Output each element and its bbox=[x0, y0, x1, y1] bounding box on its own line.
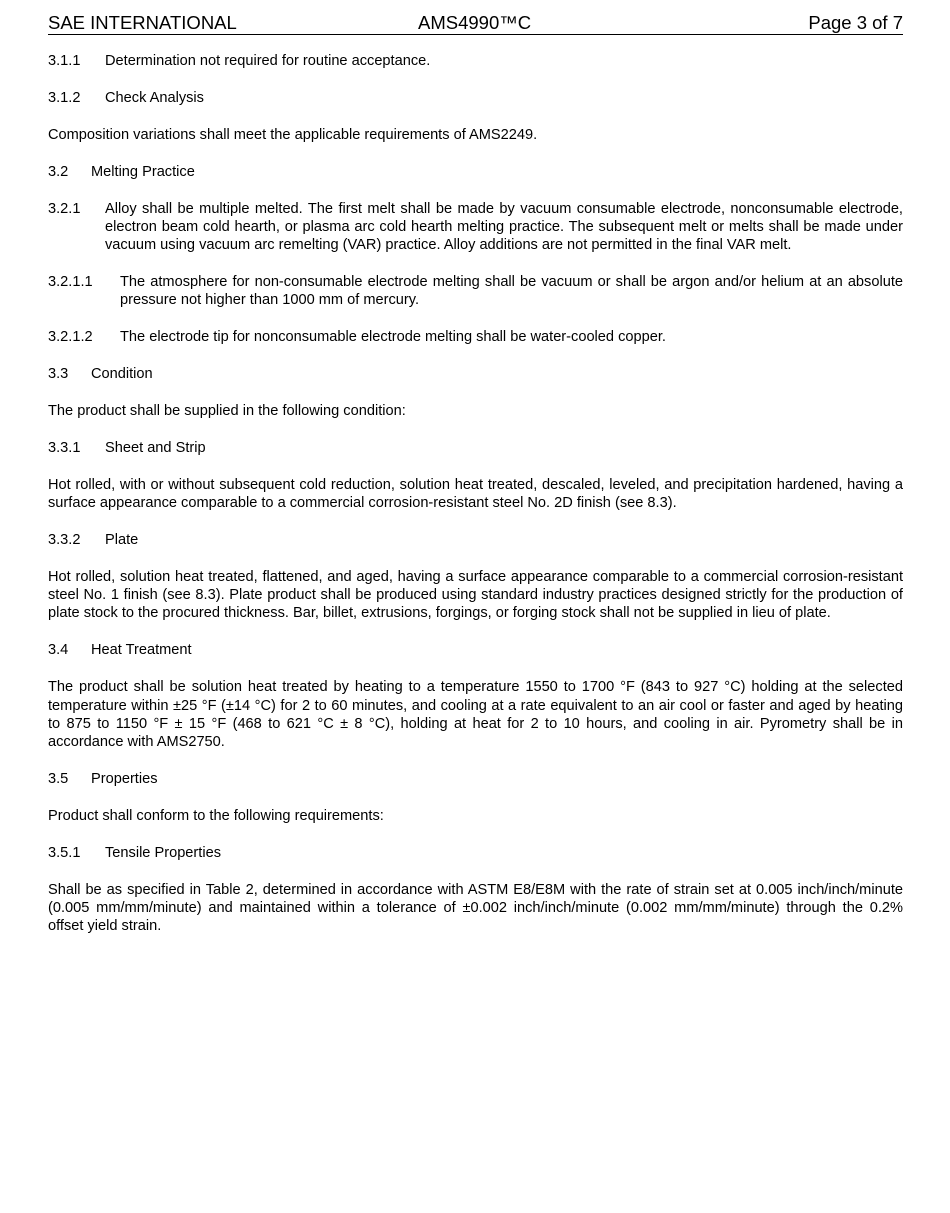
paragraph-properties: Product shall conform to the following requirements: bbox=[48, 807, 384, 824]
section-number: 3.4 bbox=[48, 642, 69, 659]
section-title: Melting Practice bbox=[91, 163, 195, 180]
page-header bbox=[48, 12, 903, 35]
section-title: Condition bbox=[91, 366, 153, 383]
header-document-id: AMS4990™C bbox=[418, 12, 532, 33]
paragraph-heat-treatment: The product shall be solution heat treated by heating to a temperature 1550 to 1700 °F (843 to 927 °C) holding at the selected temperature within ±25 °F (±14 °C) for 2 to 60 minutes, and cooling at a rate equivalent to an air cool or faster and aged by heating to 875 to 1150 °F ± 15 °F (468 to 621 °C ± 8 °C), holding at heat for 2 to 10 hours, and cooling in air. Pyrometry shall be in accordance with AMS2750. bbox=[48, 679, 903, 751]
section-number: 3.2.1.2 bbox=[48, 329, 93, 346]
section-text: The electrode tip for nonconsumable electrode melting shall be water-cooled copper. bbox=[120, 329, 666, 346]
section-3-3-heading bbox=[48, 365, 903, 383]
section-3-2-1-1 bbox=[48, 273, 903, 310]
section-3-1-1 bbox=[48, 52, 903, 70]
section-number: 3.5 bbox=[48, 771, 69, 788]
document-page bbox=[48, 12, 903, 935]
section-number: 3.5.1 bbox=[48, 844, 81, 861]
section-title: Heat Treatment bbox=[91, 642, 192, 659]
section-3-2-1-2 bbox=[48, 328, 903, 346]
section-number: 3.2.1 bbox=[48, 200, 81, 217]
section-3-4-heading bbox=[48, 641, 903, 659]
paragraph-condition: The product shall be supplied in the following condition: bbox=[48, 403, 406, 420]
section-number: 3.3 bbox=[48, 366, 69, 383]
paragraph-plate: Hot rolled, solution heat treated, flattened, and aged, having a surface appearance comparable to a commercial corrosion-resistant steel No. 1 finish (see 8.3). Plate product shall be produced using standard industry practices designed strictly for the production of plate stock to the procured thickness. Bar, billet, extrusions, forgings, or forging stock shall not be supplied in lieu of plate. bbox=[48, 568, 903, 622]
section-title: Properties bbox=[91, 771, 158, 788]
section-title: Check Analysis bbox=[105, 89, 204, 106]
section-number: 3.1.1 bbox=[48, 53, 81, 69]
section-3-2-heading bbox=[48, 163, 903, 181]
paragraph-check-analysis: Composition variations shall meet the applicable requirements of AMS2249. bbox=[48, 126, 538, 143]
section-text: Determination not required for routine acceptance. bbox=[105, 53, 431, 69]
header-organization: SAE INTERNATIONAL bbox=[48, 12, 237, 33]
section-text: The atmosphere for non-consumable electrode melting shall be vacuum or shall be argon and/or helium at an absolute pressure not higher than 1000 mm of mercury. bbox=[120, 274, 903, 309]
section-text: Alloy shall be multiple melted. The first melt shall be made by vacuum consumable electrode, nonconsumable electrode, electron beam cold hearth, or plasma arc cold hearth melting practice. The subsequent melt or melts shall be made under vacuum using vacuum arc remelting (VAR) practice. Alloy additions are not permitted in the final VAR melt. bbox=[105, 200, 903, 254]
section-3-3-2-heading bbox=[48, 531, 903, 549]
document-body bbox=[48, 52, 903, 954]
section-title: Tensile Properties bbox=[105, 844, 221, 861]
paragraph-sheet-and-strip: Hot rolled, with or without subsequent cold reduction, solution heat treated, descaled, leveled, and precipitation hardened, having a surface appearance comparable to a commercial corrosion-resistant steel No. 2D finish (see 8.3). bbox=[48, 476, 903, 512]
paragraph-tensile-properties: Shall be as specified in Table 2, determined in accordance with ASTM E8/E8M with the rate of strain set at 0.005 inch/inch/minute (0.005 mm/mm/minute) and maintained within a tolerance of ±0.002 inch/inch/minute (0.002 mm/mm/minute) through the 0.2% offset yield strain. bbox=[48, 881, 903, 935]
section-number: 3.2 bbox=[48, 163, 69, 180]
header-page-number: Page 3 of 7 bbox=[808, 12, 903, 33]
section-3-3-1-heading bbox=[48, 439, 903, 457]
section-3-5-heading bbox=[48, 770, 903, 788]
section-number: 3.3.1 bbox=[48, 439, 81, 456]
section-number: 3.1.2 bbox=[48, 89, 81, 106]
section-title: Sheet and Strip bbox=[105, 439, 206, 456]
section-3-2-1 bbox=[48, 200, 903, 255]
section-number: 3.3.2 bbox=[48, 531, 81, 548]
section-3-5-1-heading bbox=[48, 844, 903, 862]
section-title: Plate bbox=[105, 531, 139, 548]
section-number: 3.2.1.1 bbox=[48, 274, 93, 291]
section-3-1-2-heading bbox=[48, 89, 903, 107]
